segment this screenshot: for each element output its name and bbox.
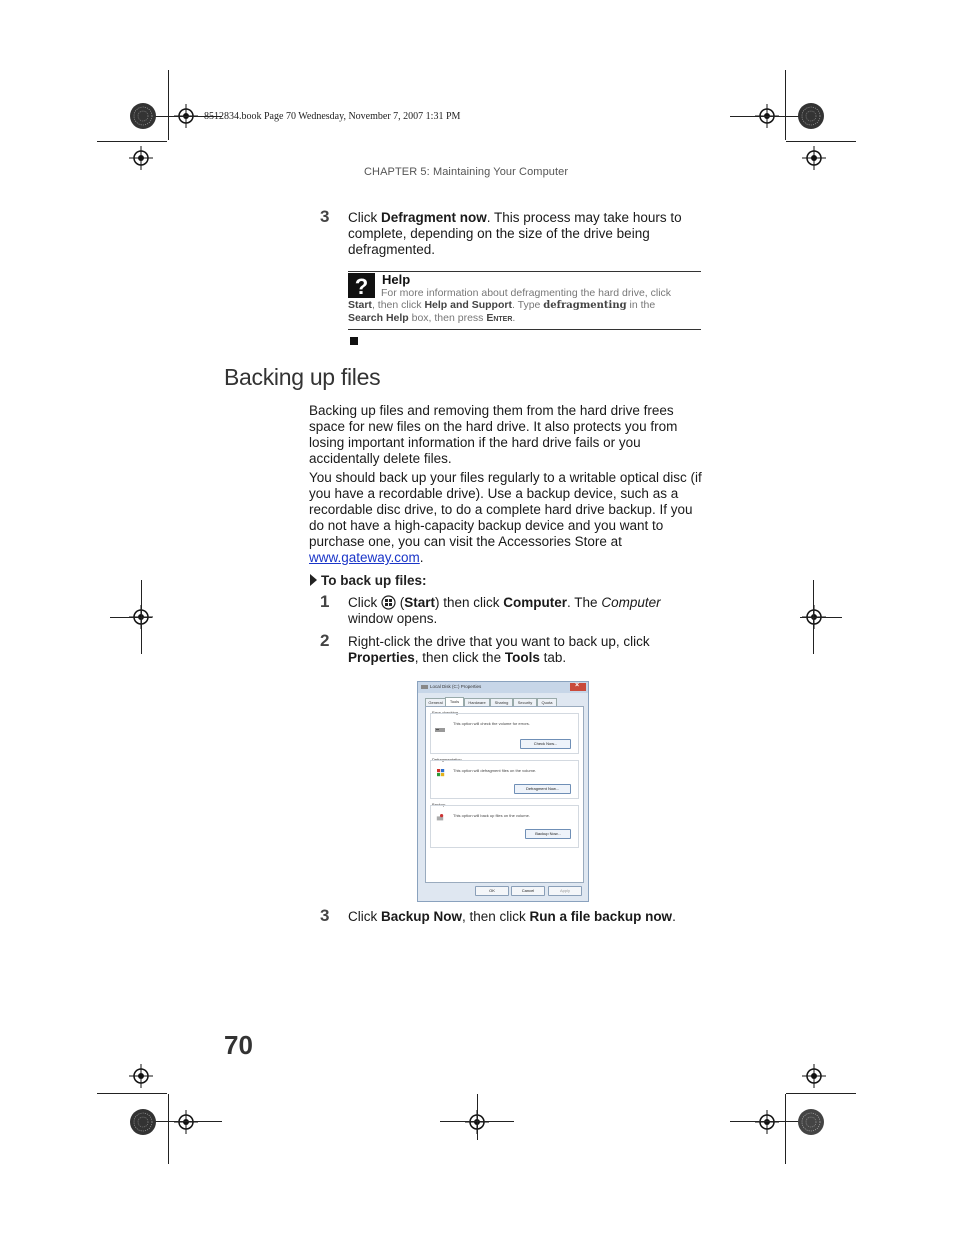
drive-icon (421, 684, 428, 690)
help-box (348, 271, 701, 330)
help-text-part: . (512, 312, 516, 324)
group-label: Backup (432, 802, 446, 807)
crop-line (110, 617, 152, 618)
crop-line (141, 580, 142, 654)
step-text-pre: Click (348, 595, 381, 610)
help-title: Help (382, 272, 411, 287)
step-text-post: . (672, 909, 676, 924)
tab-hardware[interactable]: Hardware (464, 698, 490, 707)
enter-key-label: Enter (486, 312, 513, 324)
tools-label: Tools (504, 650, 540, 665)
step-text-part: , then click (462, 909, 530, 924)
color-dial-icon (129, 1108, 157, 1136)
crop-line (786, 1093, 856, 1094)
procedure-heading-text: To back up files: (321, 573, 427, 588)
svg-text:?: ? (354, 274, 369, 298)
step-number: 2 (320, 631, 330, 650)
computer-label: Computer (503, 595, 568, 610)
tools-panel (425, 706, 584, 883)
color-dial-icon (129, 102, 157, 130)
help-text-part: in the (626, 299, 656, 311)
ok-button[interactable]: OK (475, 886, 509, 896)
arrow-right-icon (309, 574, 317, 586)
running-head: CHAPTER 5: Maintaining Your Computer (364, 166, 569, 178)
registration-mark-icon (755, 1110, 779, 1134)
step-text-post: tab. (539, 650, 567, 665)
backup-icon (435, 814, 445, 822)
tab-sharing[interactable]: Sharing (490, 698, 513, 707)
help-text-part: box, then press (408, 312, 487, 324)
step-number: 1 (320, 592, 330, 611)
tab-security[interactable]: Security (513, 698, 537, 707)
page-number: 70 (224, 1030, 253, 1060)
group-label: Error-checking (432, 710, 459, 715)
crop-line (785, 1094, 786, 1164)
color-dial-icon (797, 1108, 825, 1136)
paragraph (309, 470, 704, 566)
book-slug: 8512834.book Page 70 Wednesday, November 7, 2007 1:31 PM (204, 111, 461, 122)
dialog-title: Local Disk (C:) Properties (430, 684, 482, 689)
start-label: Start (348, 299, 372, 311)
tab-tools[interactable]: Tools (445, 697, 464, 707)
group-frame (430, 805, 579, 848)
crop-line (152, 1121, 222, 1122)
tab-general[interactable]: General (425, 698, 446, 707)
step-text (348, 210, 703, 258)
backup-now-button[interactable]: Backup Now... (525, 829, 571, 839)
check-now-button[interactable]: Check Now... (520, 739, 571, 749)
step-number: 3 (320, 906, 330, 925)
close-button[interactable] (570, 683, 586, 691)
registration-mark-icon (129, 1064, 153, 1088)
properties-label: Properties (348, 650, 415, 665)
apply-button[interactable]: Apply (548, 886, 582, 896)
close-icon: × (575, 682, 580, 689)
group-description: This option will defragment files on the volume. (453, 768, 537, 773)
registration-mark-icon (174, 1110, 198, 1134)
end-of-section-marker (350, 337, 358, 345)
registration-mark-icon (802, 1064, 826, 1088)
crop-line (477, 1094, 478, 1140)
step-text-post: window opens. (348, 611, 438, 626)
procedure-heading (309, 573, 427, 588)
help-line: For more information about defragmenting the hard drive, click (381, 287, 672, 299)
section-title: Backing up files (224, 364, 381, 390)
crop-line (786, 141, 856, 142)
paragraph-text: . (419, 550, 424, 565)
step-text-part: ) then click (435, 595, 504, 610)
crop-line (785, 70, 786, 140)
step-text-pre: Click (348, 909, 381, 924)
check-disk-icon (435, 725, 445, 733)
crop-line (440, 1121, 514, 1122)
tab-quota[interactable]: Quota (537, 698, 557, 707)
help-text-part: , then click (371, 299, 425, 311)
defragment-now-button[interactable]: Defragment Now... (514, 784, 571, 794)
help-and-support-label: Help and Support (424, 299, 512, 311)
cancel-button[interactable]: Cancel (511, 886, 545, 896)
dialog-titlebar (418, 682, 588, 693)
properties-dialog-screenshot (417, 681, 589, 902)
step-text (348, 595, 703, 627)
step-text-part: . The (567, 595, 602, 610)
crop-line (168, 70, 169, 140)
step-text-pre: Right-click the drive that you want to back up, click (348, 634, 650, 649)
step-number: 3 (320, 207, 330, 226)
group-description: This option will back up files on the volume. (453, 813, 530, 818)
windows-start-icon (381, 595, 396, 610)
registration-mark-icon (802, 146, 826, 170)
start-label: Start (404, 595, 436, 610)
paragraph: Backing up files and removing them from the hard drive frees space for new files on the hard drive. It also protects you from losing important information if the hard drive fails or you accidentally delete files. (309, 403, 678, 466)
step-text (348, 909, 708, 925)
search-help-label: Search Help (348, 312, 409, 324)
crop-line (97, 141, 167, 142)
paragraph-text: You should back up your files regularly to a writable optical disc (if you have a recordable drive). Use a backup device, such as a recordable disc drive, to do a complete hard drive backup. If you do not have a high-capacity backup device and you want to purchase one, you can visit the Accessories Store at (309, 470, 702, 549)
registration-mark-icon (129, 146, 153, 170)
help-text (348, 287, 700, 324)
run-file-backup-label: Run a file backup now (529, 909, 673, 924)
crop-line (168, 1094, 169, 1164)
backup-now-label: Backup Now (381, 909, 463, 924)
defragment-now-label: Defragment now (381, 210, 487, 225)
gateway-link[interactable]: www.gateway.com (309, 550, 420, 565)
crop-line (730, 1121, 800, 1122)
color-dial-icon (797, 102, 825, 130)
group-description: This option will check the volume for errors. (453, 721, 530, 726)
step-text-pre: Click (348, 210, 381, 225)
step-text (348, 634, 703, 666)
help-text-part: . Type (511, 299, 544, 311)
step-text-part: , then click the (414, 650, 505, 665)
crop-line (730, 116, 800, 117)
crop-line (800, 617, 842, 618)
keyword: defragmenting (543, 300, 627, 311)
step-text-part: ( (396, 595, 405, 610)
crop-line (813, 580, 814, 654)
defragment-icon (436, 769, 446, 777)
step-text-post: . This process may take hours to complete, depending on the size of the drive being defragmented. (348, 210, 682, 257)
group-label: Defragmentation (432, 757, 462, 762)
computer-window-name: Computer (601, 595, 661, 610)
crop-line (97, 1093, 167, 1094)
